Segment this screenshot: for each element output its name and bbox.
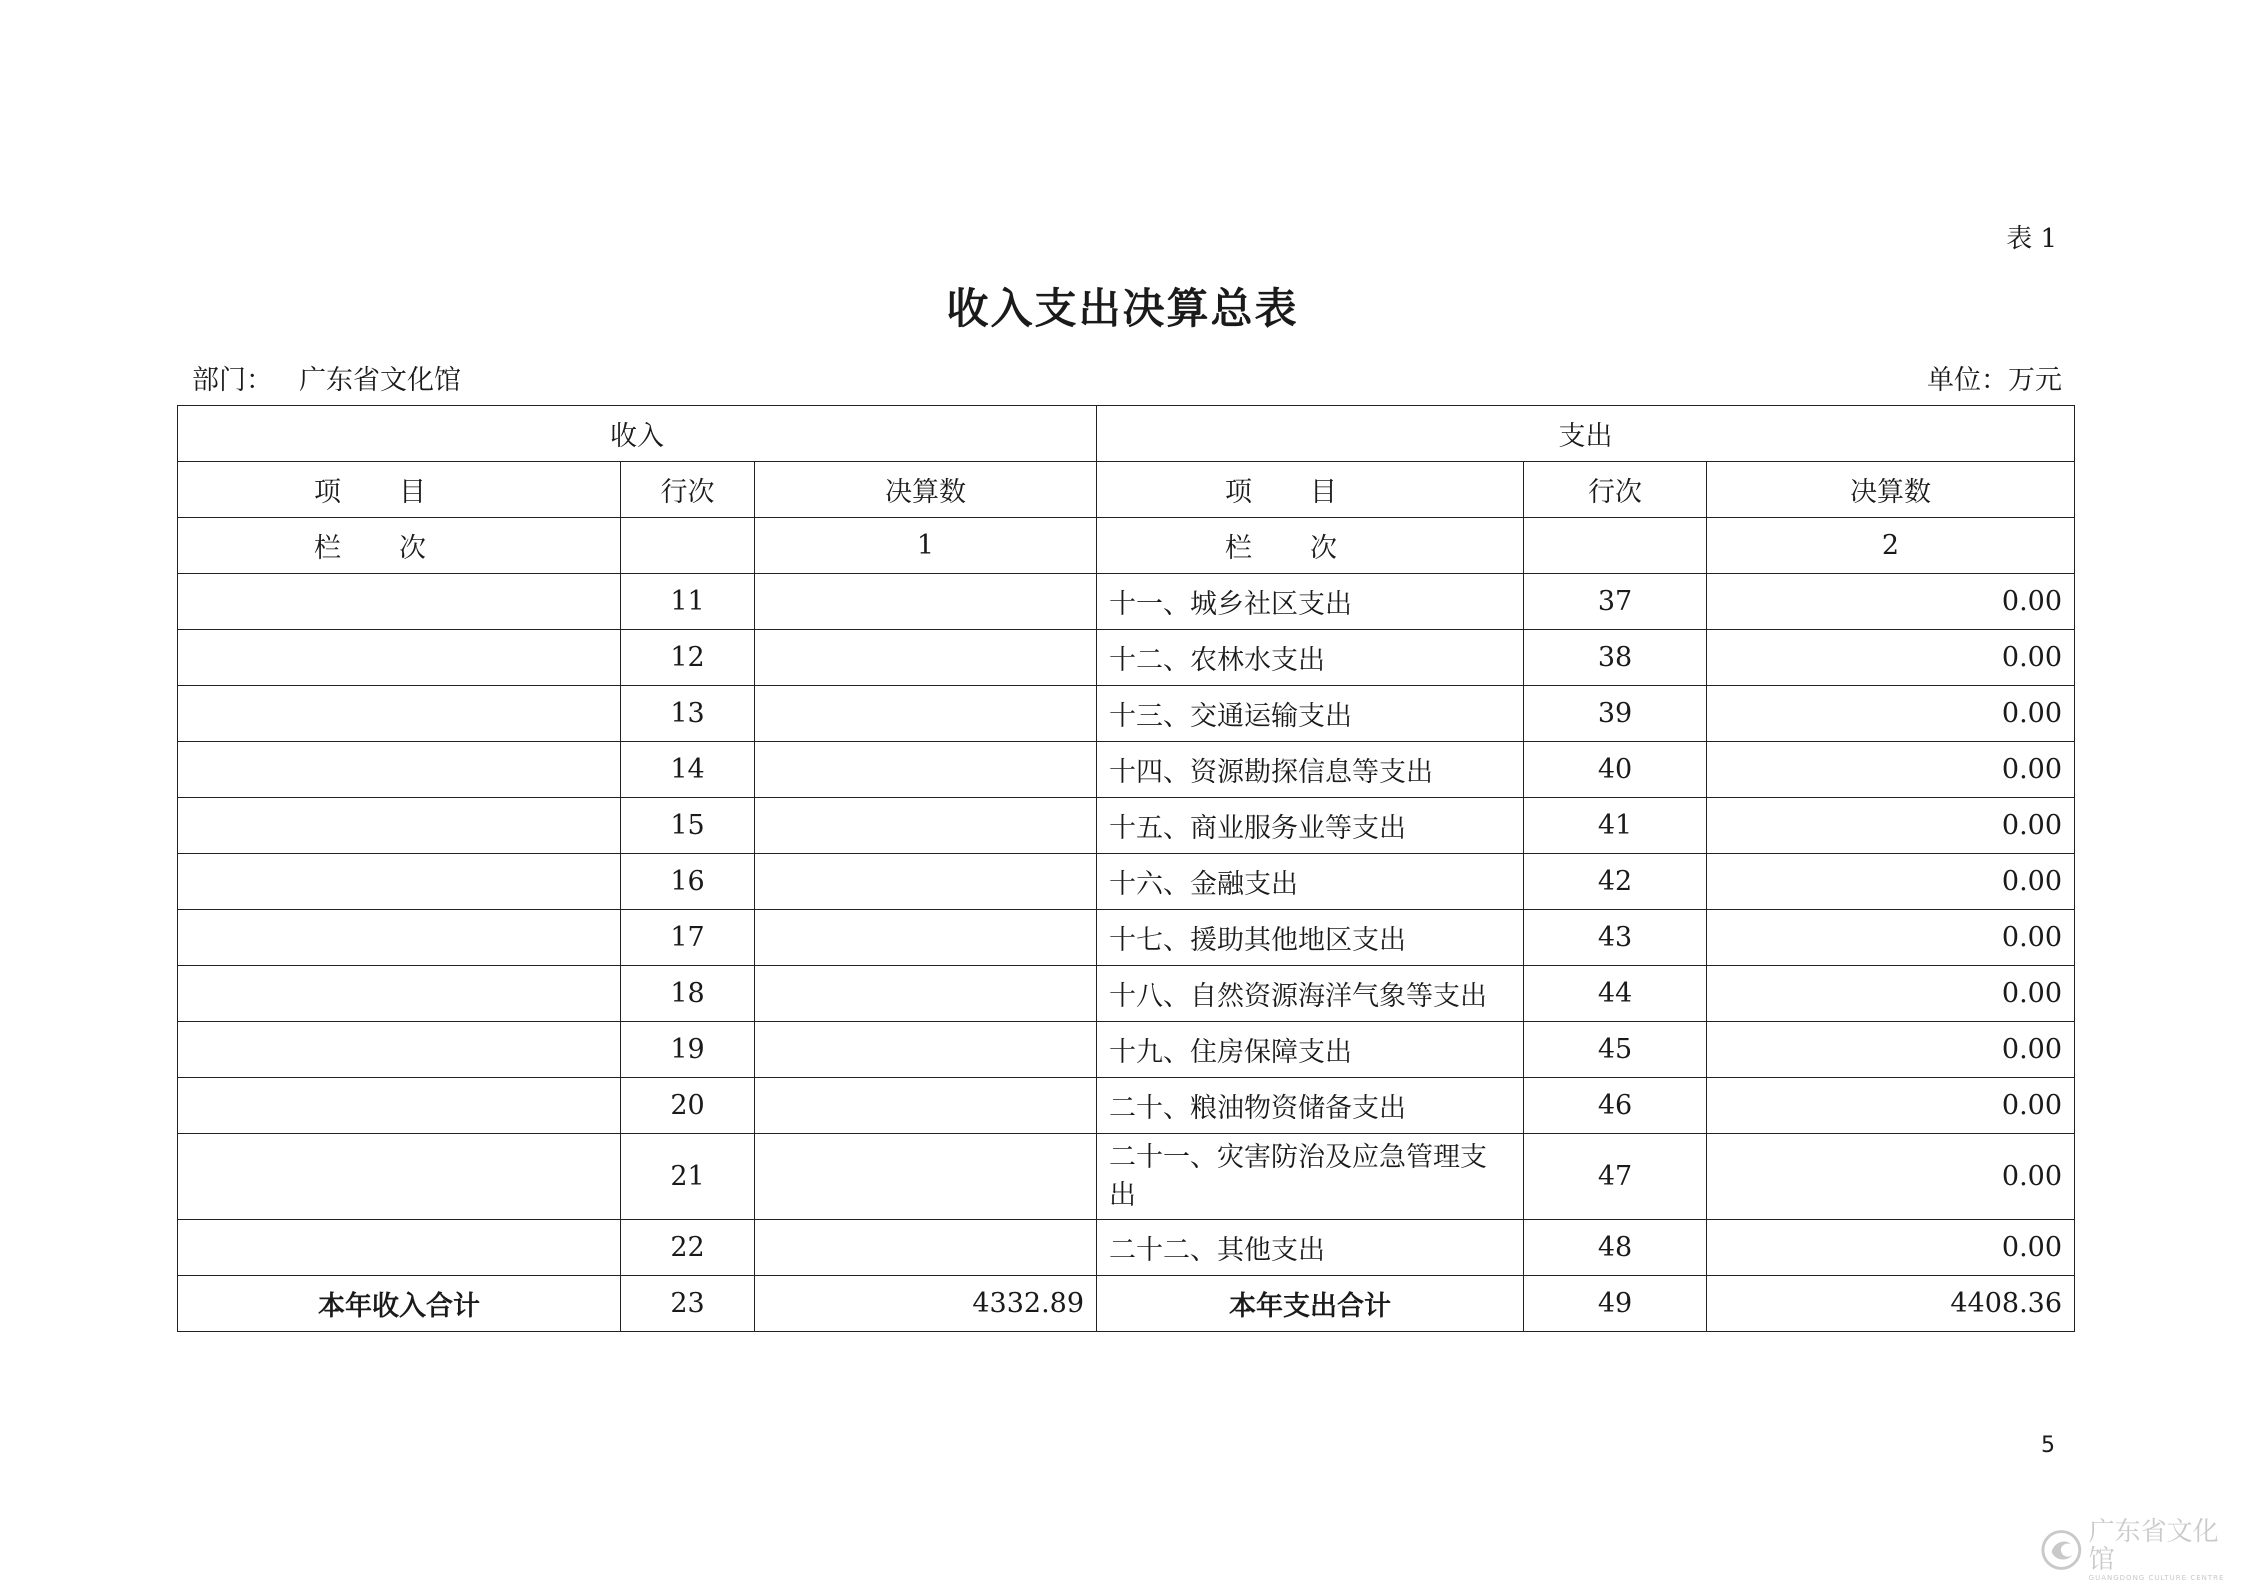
- expense-amount-cell: 0.00: [1707, 1022, 2075, 1078]
- expense-item-cell: 十二、农林水支出: [1097, 630, 1524, 686]
- expense-item-cell: 十四、资源勘探信息等支出: [1097, 742, 1524, 798]
- header-row-sections: [178, 406, 2075, 462]
- table-row: [178, 1134, 2075, 1220]
- table-row: [178, 686, 2075, 742]
- expense-rowno-cell: 43: [1524, 910, 1707, 966]
- income-rowno-cell: 17: [621, 910, 755, 966]
- expense-rowno-cell: 38: [1524, 630, 1707, 686]
- income-rowno-cell: 12: [621, 630, 755, 686]
- income-amount-cell: [755, 910, 1097, 966]
- logo-text-en: GUANGDONG CULTURE CENTRE: [2088, 1574, 2225, 1582]
- expense-rowno-header: 行次: [1524, 462, 1707, 518]
- table-row: [178, 630, 2075, 686]
- income-item-cell: [178, 1134, 621, 1220]
- income-rowno-cell: 22: [621, 1220, 755, 1276]
- expense-total-amount: 4408.36: [1707, 1276, 2075, 1332]
- income-rowno-cell: 13: [621, 686, 755, 742]
- income-rowno-cell: 21: [621, 1134, 755, 1220]
- income-rowno-cell: 14: [621, 742, 755, 798]
- expense-rowno-cell: 44: [1524, 966, 1707, 1022]
- income-rowno-header: 行次: [621, 462, 755, 518]
- income-item-cell: [178, 686, 621, 742]
- table-row: [178, 854, 2075, 910]
- expense-header: 支出: [1097, 406, 2075, 462]
- expense-amount-header: 决算数: [1707, 462, 2075, 518]
- table-row: [178, 798, 2075, 854]
- expense-rowno-cell: 48: [1524, 1220, 1707, 1276]
- income-amount-cell: [755, 1022, 1097, 1078]
- expense-item-header: 项目: [1097, 462, 1524, 518]
- income-item-cell: [178, 742, 621, 798]
- income-column-label: 栏次: [178, 518, 621, 574]
- income-amount-cell: [755, 574, 1097, 630]
- expense-column-label: 栏次: [1097, 518, 1524, 574]
- expense-item-cell: 二十一、灾害防治及应急管理支出: [1097, 1134, 1524, 1220]
- expense-item-cell: 十三、交通运输支出: [1097, 686, 1524, 742]
- expense-item-cell: 二十、粮油物资储备支出: [1097, 1078, 1524, 1134]
- income-rowno-cell: 20: [621, 1078, 755, 1134]
- header-row-columns: [178, 462, 2075, 518]
- expense-amount-cell: 0.00: [1707, 910, 2075, 966]
- expense-item-cell: 十五、商业服务业等支出: [1097, 798, 1524, 854]
- income-amount-cell: [755, 966, 1097, 1022]
- income-item-cell: [178, 1220, 621, 1276]
- expense-amount-cell: 0.00: [1707, 1134, 2075, 1220]
- totals-row: [178, 1276, 2075, 1332]
- table-row: [178, 574, 2075, 630]
- culture-centre-emblem-icon: [2040, 1528, 2083, 1572]
- expense-amount-cell: 0.00: [1707, 574, 2075, 630]
- expense-rowno-cell: 40: [1524, 742, 1707, 798]
- expense-amount-cell: 0.00: [1707, 854, 2075, 910]
- expense-col-index: 2: [1707, 518, 2075, 574]
- expense-rowno-empty: [1524, 518, 1707, 574]
- income-item-cell: [178, 910, 621, 966]
- expense-amount-cell: 0.00: [1707, 742, 2075, 798]
- income-item-cell: [178, 574, 621, 630]
- income-total-rowno: 23: [621, 1276, 755, 1332]
- expense-item-cell: 十七、援助其他地区支出: [1097, 910, 1524, 966]
- income-amount-cell: [755, 798, 1097, 854]
- income-rowno-empty: [621, 518, 755, 574]
- income-item-cell: [178, 798, 621, 854]
- income-item-cell: [178, 630, 621, 686]
- logo-text-cn: 广东省文化馆: [2088, 1517, 2219, 1575]
- expense-amount-cell: 0.00: [1707, 1220, 2075, 1276]
- income-amount-cell: [755, 1078, 1097, 1134]
- table-row: [178, 742, 2075, 798]
- expense-rowno-cell: 47: [1524, 1134, 1707, 1220]
- income-item-cell: [178, 1022, 621, 1078]
- unit-label: 单位：万元: [1927, 365, 2062, 396]
- income-amount-cell: [755, 630, 1097, 686]
- header-row-column-index: [178, 518, 2075, 574]
- table-row: [178, 966, 2075, 1022]
- table-row: [178, 910, 2075, 966]
- page-number: 5: [2041, 1433, 2055, 1458]
- income-total-amount: 4332.89: [755, 1276, 1097, 1332]
- income-col-index: 1: [755, 518, 1097, 574]
- expense-amount-cell: 0.00: [1707, 1078, 2075, 1134]
- income-rowno-cell: 16: [621, 854, 755, 910]
- income-item-cell: [178, 854, 621, 910]
- expense-item-cell: 十八、自然资源海洋气象等支出: [1097, 966, 1524, 1022]
- department-label: 部门：: [192, 365, 273, 396]
- expense-total-rowno: 49: [1524, 1276, 1707, 1332]
- page-title: 收入支出决算总表: [946, 284, 1299, 333]
- expense-amount-cell: 0.00: [1707, 966, 2075, 1022]
- income-amount-cell: [755, 1220, 1097, 1276]
- income-rowno-cell: 19: [621, 1022, 755, 1078]
- expense-item-cell: 十一、城乡社区支出: [1097, 574, 1524, 630]
- income-amount-cell: [755, 742, 1097, 798]
- expense-rowno-cell: 39: [1524, 686, 1707, 742]
- expense-amount-cell: 0.00: [1707, 686, 2075, 742]
- expense-item-cell: 十九、住房保障支出: [1097, 1022, 1524, 1078]
- income-amount-cell: [755, 1134, 1097, 1220]
- expense-total-label: 本年支出合计: [1097, 1276, 1524, 1332]
- income-rowno-cell: 18: [621, 966, 755, 1022]
- expense-amount-cell: 0.00: [1707, 630, 2075, 686]
- expense-rowno-cell: 42: [1524, 854, 1707, 910]
- income-item-cell: [178, 966, 621, 1022]
- income-rowno-cell: 11: [621, 574, 755, 630]
- income-item-header: 项目: [178, 462, 621, 518]
- income-amount-cell: [755, 854, 1097, 910]
- income-item-cell: [178, 1078, 621, 1134]
- table-label: 表 1: [2006, 224, 2057, 254]
- expense-rowno-cell: 41: [1524, 798, 1707, 854]
- income-amount-cell: [755, 686, 1097, 742]
- table-row: [178, 1078, 2075, 1134]
- income-rowno-cell: 15: [621, 798, 755, 854]
- expense-rowno-cell: 37: [1524, 574, 1707, 630]
- department-name: 广东省文化馆: [299, 365, 461, 396]
- budget-table: [177, 405, 2075, 1332]
- department-line: [192, 358, 461, 397]
- expense-item-cell: 二十二、其他支出: [1097, 1220, 1524, 1276]
- expense-amount-cell: 0.00: [1707, 798, 2075, 854]
- expense-rowno-cell: 45: [1524, 1022, 1707, 1078]
- expense-item-cell: 十六、金融支出: [1097, 854, 1524, 910]
- table-row: [178, 1220, 2075, 1276]
- watermark-logo: [2040, 1517, 2240, 1582]
- table-row: [178, 1022, 2075, 1078]
- expense-rowno-cell: 46: [1524, 1078, 1707, 1134]
- income-total-label: 本年收入合计: [178, 1276, 621, 1332]
- income-header: 收入: [178, 406, 1097, 462]
- income-amount-header: 决算数: [755, 462, 1097, 518]
